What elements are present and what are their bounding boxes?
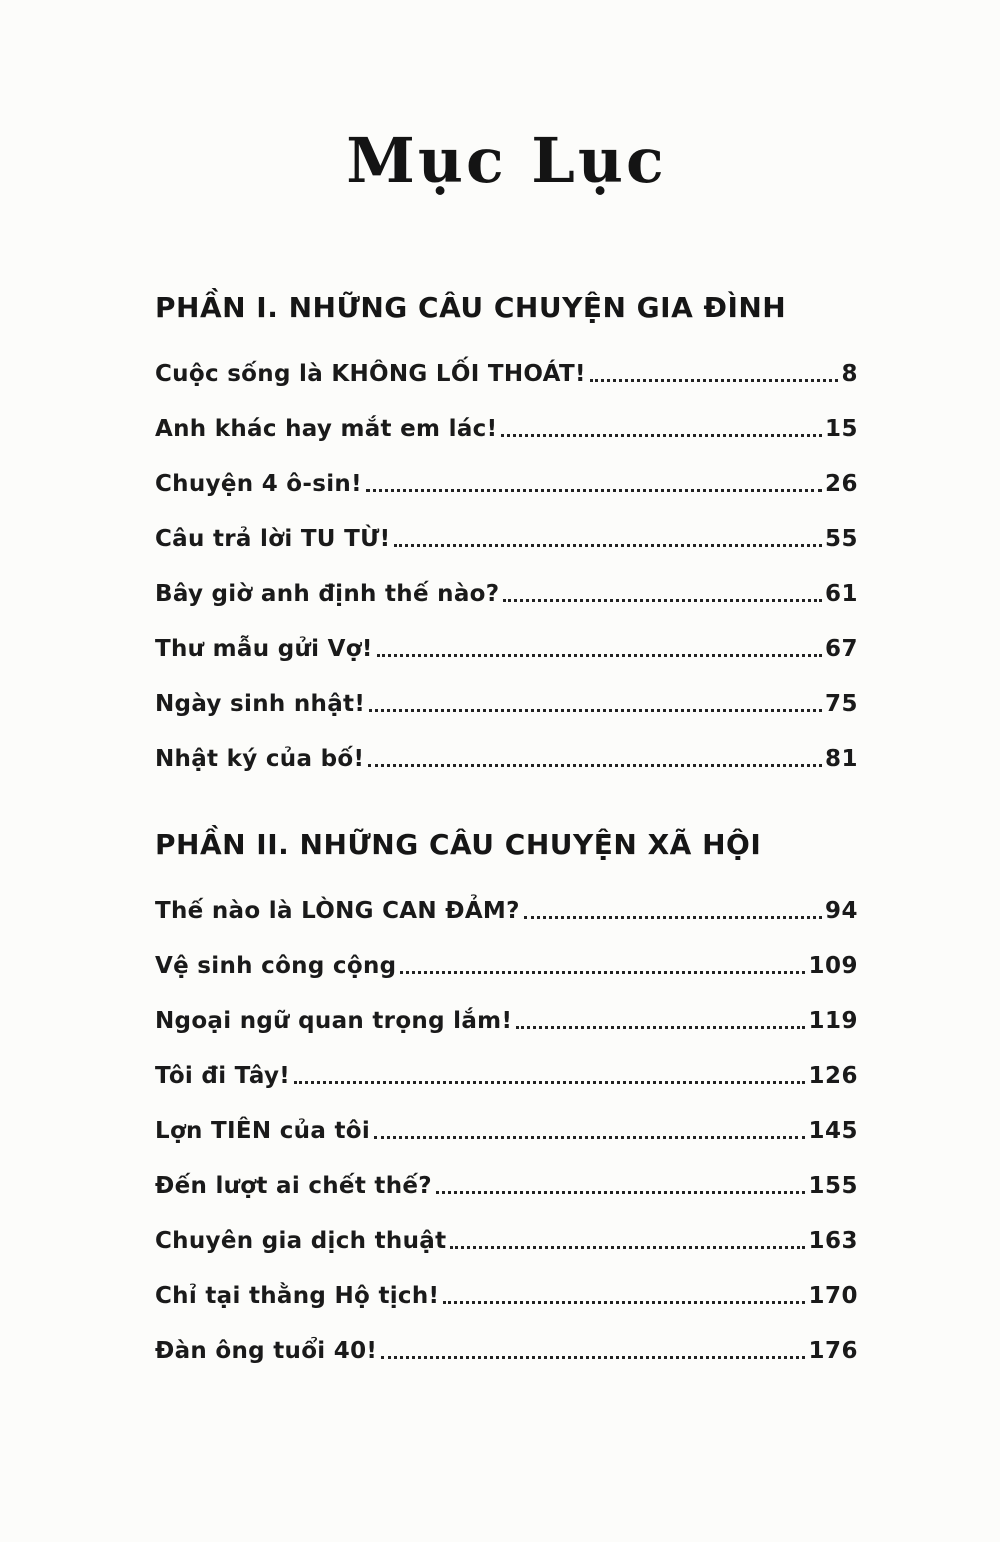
entry-title: Cuộc sống là KHÔNG LỐI THOÁT! <box>155 361 586 388</box>
toc-section <box>155 291 858 772</box>
dotted-leader <box>369 709 822 712</box>
section-entries <box>155 332 858 772</box>
entry-page-number: 119 <box>808 1008 858 1035</box>
section-heading: PHẦN II. NHỮNG CÂU CHUYỆN XÃ HỘI <box>155 828 762 862</box>
dotted-leader <box>368 764 822 767</box>
toc-entry <box>155 1034 858 1089</box>
dotted-leader <box>503 599 822 602</box>
toc-entry <box>155 1254 858 1309</box>
section-heading: PHẦN I. NHỮNG CÂU CHUYỆN GIA ĐÌNH <box>155 291 787 325</box>
entry-title: Đến lượt ai chết thế? <box>155 1173 432 1200</box>
dotted-leader <box>501 434 822 437</box>
entry-page-number: 126 <box>808 1063 858 1090</box>
entry-page-number: 75 <box>824 691 858 718</box>
entry-page-number: 67 <box>824 636 858 663</box>
section-entries <box>155 869 858 1364</box>
dotted-leader <box>377 654 822 657</box>
entry-page-number: 61 <box>824 581 858 608</box>
dotted-leader <box>443 1301 805 1304</box>
dotted-leader <box>294 1081 805 1084</box>
entry-page-number: 176 <box>808 1338 858 1365</box>
dotted-leader <box>590 379 839 382</box>
toc-entry <box>155 1089 858 1144</box>
toc-entry <box>155 662 858 717</box>
toc-entry <box>155 497 858 552</box>
entry-title: Câu trả lời TU TỪ! <box>155 526 391 553</box>
entry-title: Nhật ký của bố! <box>155 746 365 773</box>
toc-entry <box>155 979 858 1034</box>
toc-entry <box>155 552 858 607</box>
dotted-leader <box>516 1026 805 1029</box>
entry-title: Lợn TIÊN của tôi <box>155 1118 371 1145</box>
toc-entry <box>155 1144 858 1199</box>
dotted-leader <box>400 971 805 974</box>
dotted-leader <box>450 1246 805 1249</box>
entry-title: Chỉ tại thằng Hộ tịch! <box>155 1283 440 1310</box>
entry-page-number: 81 <box>824 746 858 773</box>
entry-page-number: 145 <box>808 1118 858 1145</box>
entry-page-number: 155 <box>808 1173 858 1200</box>
entry-title: Ngày sinh nhật! <box>155 691 366 718</box>
toc-entry <box>155 607 858 662</box>
entry-page-number: 170 <box>808 1283 858 1310</box>
dotted-leader <box>436 1191 806 1194</box>
dotted-leader <box>381 1356 805 1359</box>
toc-entry <box>155 717 858 772</box>
entry-title: Thế nào là LÒNG CAN ĐẢM? <box>155 898 520 925</box>
entry-page-number: 109 <box>808 953 858 980</box>
entry-title: Anh khác hay mắt em lác! <box>155 416 498 443</box>
entry-page-number: 8 <box>841 361 858 388</box>
toc-entry <box>155 442 858 497</box>
toc-entry <box>155 387 858 442</box>
entry-title: Bây giờ anh định thế nào? <box>155 581 500 608</box>
toc-list <box>155 291 858 1364</box>
toc-entry <box>155 332 858 387</box>
toc-entry <box>155 924 858 979</box>
entry-page-number: 163 <box>808 1228 858 1255</box>
entry-title: Thư mẫu gửi Vợ! <box>155 636 373 663</box>
dotted-leader <box>394 544 822 547</box>
entry-title: Chuyên gia dịch thuật <box>155 1228 447 1255</box>
entry-title: Vệ sinh công cộng <box>155 953 397 980</box>
toc-entry <box>155 1199 858 1254</box>
entry-title: Chuyện 4 ô-sin! <box>155 471 362 498</box>
toc-entry <box>155 869 858 924</box>
toc-entry <box>155 1309 858 1364</box>
page-title: Mục Lục <box>346 124 667 197</box>
entry-title: Đàn ông tuổi 40! <box>155 1338 378 1365</box>
dotted-leader <box>366 489 822 492</box>
entry-title: Tôi đi Tây! <box>155 1063 291 1090</box>
dotted-leader <box>524 916 822 919</box>
entry-page-number: 55 <box>824 526 858 553</box>
toc-section <box>155 828 858 1364</box>
entry-page-number: 26 <box>824 471 858 498</box>
entry-page-number: 94 <box>824 898 858 925</box>
entry-title: Ngoại ngữ quan trọng lắm! <box>155 1008 513 1035</box>
entry-page-number: 15 <box>824 416 858 443</box>
dotted-leader <box>374 1136 805 1139</box>
